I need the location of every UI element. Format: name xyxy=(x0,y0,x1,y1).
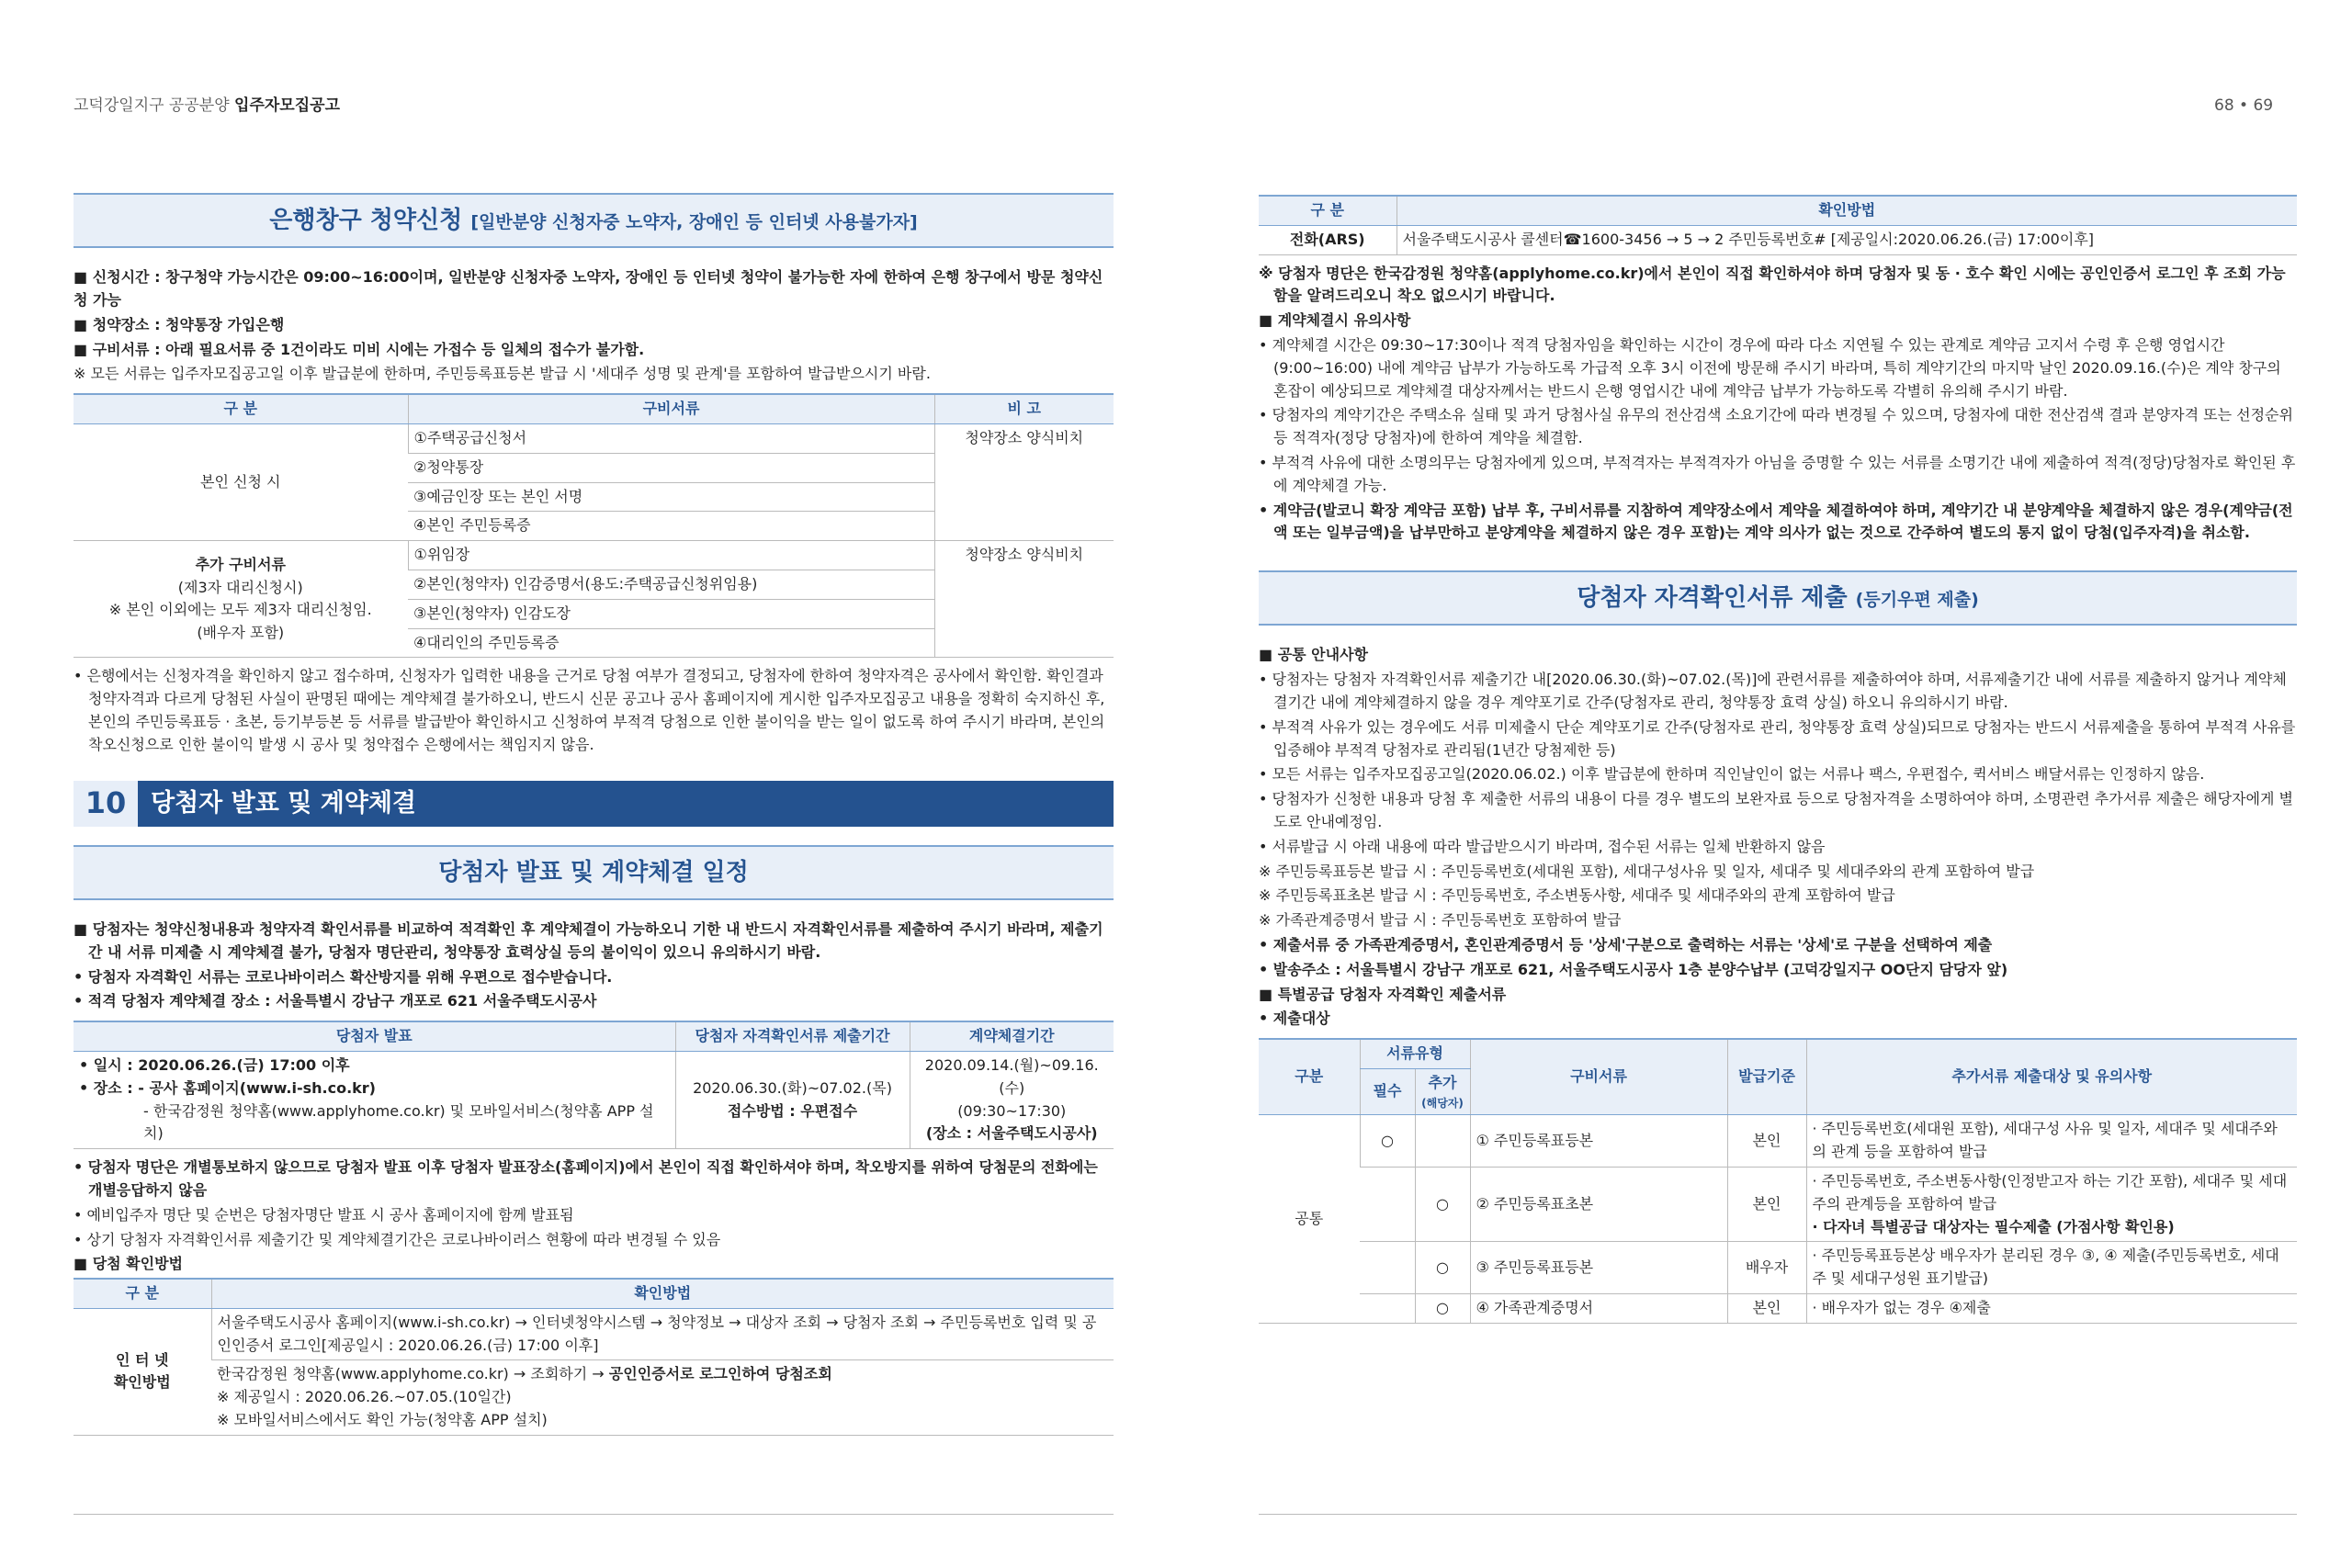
footer-rule-left xyxy=(74,1514,1114,1515)
schedule-table: 당첨자 발표 당첨자 자격확인서류 제출기간 계약체결기간 • 일시 : 2020.06.26.(금) 17:00 이후 • 장소 : - 공사 홈페이지(www.i-sh.co.kr) - 한국감정원 청약홈(www.applyhome.co.kr) 및 모바일서비스(청약홈 APP 설치) 2020.06.30.(화)~07.02.(목) 접수방법 : 우편접수 2020.09.14.(월)~09.16.(수) (09:30~17:30) (장소 : 서울주택도시공사) xyxy=(74,1021,1114,1149)
contract-title: ■ 계약체결시 유의사항 xyxy=(1259,311,1411,330)
ars-table: 구 분 확인방법 전화(ARS) 서울주택도시공사 콜센터☎1600-3456 → 5 → 2 주민등록번호# [제공일시:2020.06.26.(금) 17:00이후] xyxy=(1259,195,2297,255)
group-label: 추가 구비서류 (제3자 대리신청시) ※ 본인 이외에는 모두 제3자 대리신청임. (배우자 포함) xyxy=(74,541,408,658)
page-numbers: 68 • 69 xyxy=(2214,96,2274,115)
bank-section-title: 은행창구 청약신청 [일반분양 신청자중 노약자, 장애인 등 인터넷 사용불가자] xyxy=(74,193,1114,248)
bank-docs-table: 구 분 구비서류 비 고 본인 신청 시 ①주택공급신청서 청약장소 양식비치 ②청약통장 ③예금인장 또는 본인 서명 ④본인 주민등록증 추가 구비서류 (제3자 대리신청시) ※ 본인 이외에는 모두 제3자 대리신청임. (배우자 포함) ①위임장 청약장소 양식비치 ②본인(청약자) 인감증명서(용도:주택공급신청위임용) ③본인(청약자) 인감도장 ④대리인의 주민등록증 xyxy=(74,393,1114,658)
bank-item: ※ 모든 서류는 입주자모집공고일 이후 발급분에 한하며, 주민등록표등본 발급 시 '세대주 성명 및 관계'를 포함하여 발급받으시기 바람. xyxy=(74,365,931,383)
schedule-notes: • 당첨자 명단은 개별통보하지 않으므로 당첨자 발표 이후 당첨자 발표장소(홈페이지)에서 본인이 직접 확인하셔야 하며, 착오방지를 위하여 당첨문의 전화에는 개별응답하지 않음 • 예비입주자 명단 및 순번은 당첨자명단 발표 시 공사 홈페이지에 함께 발표됨 • 상기 당첨자 자격확인서류 제출기간 및 계약체결기간은 코로나바이러스 현황에 따라 변경될 수 있음 ■ 당첨 확인방법 xyxy=(74,1158,1098,1273)
right-column xyxy=(1259,195,2297,1324)
bank-note: • 은행에서는 신청자격을 확인하지 않고 접수하며, 신청자가 입력한 내용을 근거로 당첨 여부가 결정되고, 당첨자에 한하여 청약자격은 공사에서 확인함. 확인결과 청약자격과 다르게 당첨된 사실이 판명된 때에는 계약체결 불가하오니, 반드시 신문 공고나 공사 홈페이지에 게시한 입주자모집공고 내용을 정확히 숙지하신 후, 본인의 주민등록표등 · 초본, 등기부등본 등 서류를 발급받아 확인하시고 신청하여 부적격 당첨으로 인한 불이익을 받는 일이 없도록 하여 주시기 바라며, 본인의 착오신청으로 인한 불이익 발생 시 공사 및 청약접수 은행에서는 책임지지 않음. xyxy=(74,667,1105,753)
special-docs-table: 구분 서류유형 구비서류 발급기준 추가서류 제출대상 및 유의사항 필수 추가 (해당자) 공통 ○ ① 주민등록표등본 본인 · 주민등록번호(세대원 포함), 세대구성 사유 및 일자, 세대주 및 세대주와의 관계 등을 포함하여 발급 ○ ② 주민등록표초본 본인 · 주민등록번호, 주소변동사항(인정받고자 하는 기간 포함), 세대주 및 세대주의 관계등을 포함하여 발급 · 다자녀 특별공급 대상자는 필수제출 (가점사항 확인용) ○ ③ 주민등록표등본 배우자 · 주민등록표등본상 배우자가 분리된 경우 ③, ④ 제출(주민등록번호, 세대주 및 세대구성원 표기발급) ○ ④ 가족관계증명서 본인 · 배우자가 없는 경우 ④제출 xyxy=(1259,1038,2297,1324)
schedule-items: ■ 당첨자는 청약신청내용과 청약자격 확인서류를 비교하여 적격확인 후 계약체결이 가능하오니 기한 내 반드시 자격확인서류를 제출하여 주시기 바라며, 제출기간 내 서류 미제출 시 계약체결 불가, 당첨자 명단관리, 청약통장 효력상실 등의 불이익이 있으니 유의하시기 바람. • 당첨자 자격확인 서류는 코로나바이러스 확산방지를 위해 우편으로 접수받습니다. • 적격 당첨자 계약체결 장소 : 서울특별시 강남구 개포로 621 서울주택도시공사 xyxy=(74,919,1103,1010)
confirm-table: 구 분 확인방법 인 터 넷 확인방법 서울주택도시공사 홈페이지(www.i-sh.co.kr) → 인터넷청약시스템 → 청약정보 → 대상자 조회 → 당첨자 조회 → 주민등록번호 입력 및 공인인증서 로그인[제공일시 : 2020.06.26.(금) 17:00 이후] 한국감정원 청약홈(www.applyhome.co.kr) → 조회하기 → 공인인증서로 로그인하여 당첨조회 ※ 제공일시 : 2020.06.26.~07.05.(10일간) ※ 모바일서비스에서도 확인 가능(청약홈 APP 설치) xyxy=(74,1278,1114,1436)
ars-note: ※ 당첨자 명단은 한국감정원 청약홈(applyhome.co.kr)에서 본인이 직접 확인하셔야 하며 당첨자 및 동 · 호수 확인 시에는 공인인증서 로그인 후 조회 가능함을 알려드리오니 착오 없으시기 바랍니다. xyxy=(1259,264,2286,305)
running-header: 고덕강일지구 공공분양 입주자모집공고 xyxy=(74,96,340,115)
footer-rule-right xyxy=(1259,1514,2297,1515)
docs-items: ■ 공통 안내사항 • 당첨자는 당첨자 자격확인서류 제출기간 내[2020.06.30.(화)~07.02.(목)]에 관련서류를 제출하여야 하며, 서류제출기간 내에 서류를 제출하지 않거나 계약체결기간 내에 계약체결하지 않을 경우 계약포기로 간주(당첨자로 관리, 청약통장 효력 상실) 하오니 유의하시기 바람. • 부적격 사유가 있는 경우에도 서류 미제출시 단순 계약포기로 간주(당첨자로 관리, 청약통장 효력 상실)되므로 당첨자는 반드시 서류제출을 통하여 부적격 사유를 입증해야 부적격 당첨자로 관리됨(1년간 당첨제한 등) • 모든 서류는 입주자모집공고일(2020.06.02.) 이후 발급분에 한하며 직인날인이 없는 서류나 팩스, 우편접수, 퀵서비스 배달서류는 인정하지 않음. • 당첨자가 신청한 내용과 당첨 후 제출한 서류의 내용이 다를 경우 별도의 보완자료 등으로 당첨자격을 소명하여야 하며, 소명관련 추가서류 제출은 해당자에게 별도로 안내예정임. • 서류발급 시 아래 내용에 따라 발급받으시기 바라며, 접수된 서류는 일체 반환하지 않음 ※ 주민등록표등본 발급 시 : 주민등록번호(세대원 포함), 세대구성사유 및 일자, 세대주 및 세대주와의 관계 포함하여 발급 ※ 주민등록표초본 발급 시 : 주민등록번호, 주소변동사항, 세대주 및 세대주와의 관계 포함하여 발급 ※ 가족관계증명서 발급 시 : 주민등록번호 포함하여 발급 • 제출서류 중 가족관계증명서, 혼인관계증명서 등 '상세'구분으로 출력하는 서류는 '상세'로 구분을 선택하여 제출 • 발송주소 : 서울특별시 강남구 개포로 621, 서울주택도시공사 1층 분양수납부 (고덕강일지구 OO단지 담당자 앞) ■ 특별공급 당첨자 자격확인 제출서류 • 제출대상 xyxy=(1259,646,2296,1028)
contract-items: • 계약체결 시간은 09:30~17:30이나 적격 당첨자임을 확인하는 시간이 경우에 따라 다소 지연될 수 있는 관계로 계약금 고지서 수령 후 은행 영업시간(9:00~16:00) 내에 계약금 납부가 가능하도록 가급적 오후 3시 이전에 방문해 주시기 바라며, 특히 계약기간의 마지막 날인 2020.09.16.(수)은 계약 창구의 혼잡이 예상되므로 계약체결 대상자께서는 반드시 은행 영업시간 내에 계약금 납부가 가능하도록 각별히 유의해 주시기 바람. • 당첨자의 계약기간은 주택소유 실태 및 과거 당첨사실 유무의 전산검색 소요기간에 따라 변경될 수 있으며, 당첨자에 대한 전산검색 결과 분양자격 또는 선정순위 등 적격자(정당 당첨자)에 한하여 계약을 체결함. • 부적격 사유에 대한 소명의무는 당첨자에게 있으며, 부적격자는 부적격자가 아님을 증명할 수 있는 서류를 소명기간 내에 제출하여 적격(정당)당첨자로 확인된 후에 계약체결 가능. • 계약금(발코니 확장 계약금 포함) 납부 후, 구비서류를 지참하여 계약장소에서 계약을 체결하여야 하며, 계약기간 내 분양계약을 체결하지 않은 경우(계약금(전액 또는 일부금액)을 납부만하고 분양계약을 체결하지 않은 경우 포함)는 계약 의사가 없는 것으로 간주하여 별도의 통지 없이 당첨(입주자격)을 취소함. xyxy=(1259,335,2296,542)
docs-section-title: 당첨자 자격확인서류 제출 (등기우편 제출) xyxy=(1259,570,2297,626)
group-label: 본인 신청 시 xyxy=(74,424,408,541)
bank-item: ■ 신청시간 : 창구청약 가능시간은 09:00~16:00이며, 일반분양 신청자중 노약자, 장애인 등 인터넷 청약이 불가능한 자에 한하여 은행 창구에서 방문 청약신청 가능 xyxy=(74,268,1103,310)
bank-item: ■ 청약장소 : 청약통장 가입은행 xyxy=(74,315,285,333)
bank-item: ■ 구비서류 : 아래 필요서류 중 1건이라도 미비 시에는 가접수 등 일체의 접수가 불가함. xyxy=(74,340,645,358)
bank-items xyxy=(74,266,1114,386)
section-10-heading: 10 당첨자 발표 및 계약체결 xyxy=(74,781,1114,827)
left-column xyxy=(74,193,1114,1436)
schedule-title: 당첨자 발표 및 계약체결 일정 xyxy=(74,845,1114,900)
